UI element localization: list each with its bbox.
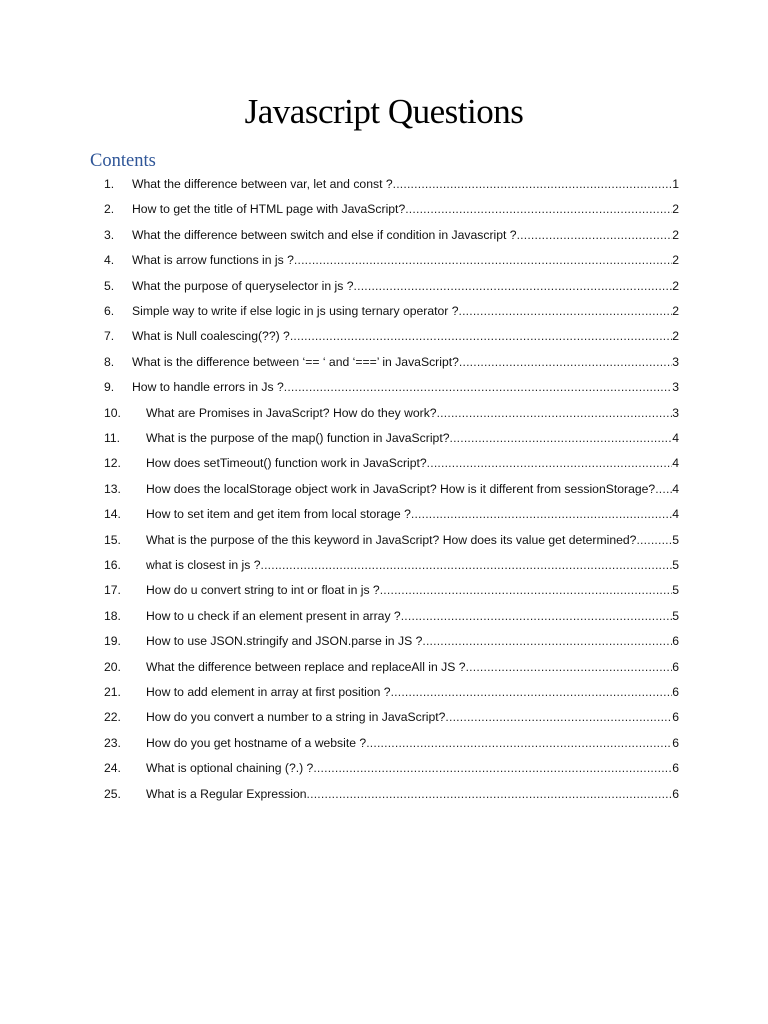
toc-entry-text[interactable]: How do you get hostname of a website ? — [146, 735, 367, 750]
toc-entry-line — [132, 198, 679, 220]
toc-entry-number: 11. — [104, 431, 121, 445]
toc-entry-number: 24. — [104, 761, 121, 776]
toc-entry-text[interactable]: How to get the title of HTML page with JavaScript? — [132, 202, 406, 217]
toc-entry-text[interactable]: What the purpose of queryselector in js ? — [132, 278, 354, 293]
toc-entry-text[interactable]: what is closest in js ? — [146, 558, 261, 572]
toc-entry-page-number: 6 — [672, 634, 679, 649]
toc-entry-line — [146, 783, 679, 805]
toc-entry-number: 13. — [104, 481, 121, 496]
toc-entry-page-number: 3 — [672, 354, 679, 369]
toc-entry-page-number: 6 — [672, 659, 679, 674]
toc-entry-line — [132, 351, 679, 373]
toc-entry-text[interactable]: What is the purpose of the this keyword in JavaScript? How does its value get determined? — [146, 532, 637, 547]
toc-entry-number: 14. — [104, 507, 121, 522]
toc-entry-page-number: 1 — [672, 177, 679, 191]
toc-dot-leader — [445, 706, 672, 728]
toc-entry-page-number: 4 — [672, 481, 679, 496]
toc-entry-number: 25. — [104, 786, 121, 801]
toc-entry[interactable] — [0, 376, 768, 398]
toc-entry[interactable] — [0, 605, 768, 627]
toc-dot-leader — [459, 351, 672, 373]
toc-entry-number: 9. — [104, 380, 115, 395]
toc-entry-line — [146, 706, 679, 728]
toc-entry-text[interactable]: How to handle errors in Js ? — [132, 380, 284, 395]
toc-entry-page-number: 2 — [672, 253, 679, 268]
toc-entry-number: 6. — [104, 304, 115, 318]
toc-dot-leader — [437, 402, 673, 424]
toc-entry-number: 5. — [104, 278, 115, 293]
toc-entry-number: 21. — [104, 685, 121, 699]
toc-entry-text[interactable]: What is the purpose of the map() function in JavaScript? — [146, 431, 450, 445]
toc-entry-number: 15. — [104, 532, 121, 547]
toc-dot-leader — [366, 732, 672, 754]
toc-entry[interactable] — [0, 579, 768, 601]
toc-entry-text[interactable]: What are Promises in JavaScript? How do they work? — [146, 405, 437, 420]
toc-entry-line — [146, 402, 679, 424]
toc-entry-page-number: 2 — [672, 304, 679, 318]
toc-dot-leader — [405, 198, 672, 220]
toc-dot-leader — [307, 783, 673, 805]
toc-entry-text[interactable]: How to set item and get item from local storage ? — [146, 507, 411, 522]
toc-entry-line — [146, 630, 679, 652]
toc-entry-page-number: 6 — [672, 685, 679, 699]
toc-dot-leader — [655, 478, 672, 500]
toc-entry-text[interactable]: What is Null coalescing(??) ? — [132, 329, 290, 344]
toc-entry-page-number: 2 — [672, 227, 679, 242]
toc-entry[interactable] — [0, 554, 768, 576]
toc-entry-line — [146, 427, 679, 449]
toc-entry[interactable] — [0, 224, 768, 246]
toc-entry[interactable] — [0, 275, 768, 297]
toc-entry-number: 22. — [104, 710, 121, 725]
toc-entry-line — [132, 300, 679, 322]
toc-entry-text[interactable]: Simple way to write if else logic in js using ternary operator ? — [132, 304, 459, 318]
toc-dot-leader — [294, 249, 672, 271]
toc-entry[interactable] — [0, 173, 768, 195]
toc-entry-text[interactable]: What is optional chaining (?.) ? — [146, 761, 314, 776]
toc-entry-number: 23. — [104, 735, 121, 750]
toc-entry-text[interactable]: What is a Regular Expression — [146, 786, 307, 801]
toc-entry-text[interactable]: What the difference between replace and replaceAll in JS ? — [146, 659, 466, 674]
toc-entry-number: 20. — [104, 659, 121, 674]
toc-entry-line — [146, 529, 679, 551]
toc-entry-line — [146, 605, 679, 627]
toc-entry[interactable] — [0, 706, 768, 728]
toc-dot-leader — [393, 173, 673, 195]
toc-entry-line — [132, 224, 679, 246]
toc-dot-leader — [354, 275, 673, 297]
toc-entry-line — [146, 452, 679, 474]
toc-entry-line — [146, 757, 679, 779]
toc-dot-leader — [380, 579, 673, 601]
toc-entry[interactable] — [0, 478, 768, 500]
toc-entry-page-number: 3 — [672, 380, 679, 395]
toc-entry[interactable] — [0, 427, 768, 449]
toc-dot-leader — [313, 757, 672, 779]
toc-entry-page-number: 6 — [672, 761, 679, 776]
toc-dot-leader — [450, 427, 673, 449]
toc-entry[interactable] — [0, 783, 768, 805]
toc-entry-line — [132, 249, 679, 271]
toc-entry[interactable] — [0, 249, 768, 271]
toc-entry-page-number: 4 — [672, 456, 679, 471]
toc-entry-line — [146, 656, 679, 678]
toc-entry-number: 16. — [104, 558, 121, 572]
toc-entry[interactable] — [0, 681, 768, 703]
toc-entry-number: 8. — [104, 354, 115, 369]
toc-entry-text[interactable]: What is the difference between ‘== ‘ and ‘===’ in JavaScript? — [132, 354, 459, 369]
toc-dot-leader — [411, 503, 672, 525]
toc-entry[interactable] — [0, 325, 768, 347]
toc-entry-text[interactable]: How does setTimeout() function work in JavaScript? — [146, 456, 427, 471]
toc-dot-leader — [427, 452, 673, 474]
toc-entry-line — [132, 376, 679, 398]
toc-entry-number: 2. — [104, 202, 115, 217]
toc-entry[interactable] — [0, 452, 768, 474]
toc-entry-line — [132, 325, 679, 347]
toc-entry[interactable] — [0, 732, 768, 754]
toc-entry-number: 7. — [104, 329, 115, 344]
toc-entry[interactable] — [0, 503, 768, 525]
toc-dot-leader — [260, 554, 672, 576]
toc-dot-leader — [391, 681, 673, 703]
toc-dot-leader — [284, 376, 672, 398]
toc-entry-number: 3. — [104, 227, 115, 242]
toc-entry[interactable] — [0, 198, 768, 220]
toc-dot-leader — [401, 605, 673, 627]
toc-entry-number: 18. — [104, 608, 121, 623]
toc-dot-leader — [636, 529, 672, 551]
toc-entry-number: 1. — [104, 177, 115, 191]
toc-dot-leader — [290, 325, 672, 347]
toc-entry-page-number: 5 — [672, 583, 679, 598]
toc-entry-line — [146, 503, 679, 525]
toc-entry-page-number: 6 — [672, 735, 679, 750]
toc-entry-line — [146, 579, 679, 601]
toc-entry-page-number: 6 — [672, 786, 679, 801]
toc-entry-page-number: 6 — [672, 710, 679, 725]
toc-entry-line — [146, 681, 679, 703]
toc-entry-page-number: 5 — [672, 608, 679, 623]
toc-entry-page-number: 4 — [672, 431, 679, 445]
toc-entry[interactable] — [0, 630, 768, 652]
toc-dot-leader — [459, 300, 673, 322]
toc-entry-line — [146, 732, 679, 754]
toc-entry-line — [146, 478, 679, 500]
toc-entry-line — [132, 173, 679, 195]
toc-entry[interactable] — [0, 402, 768, 424]
toc-entry-page-number: 5 — [672, 558, 679, 572]
toc-entry[interactable] — [0, 351, 768, 373]
toc-entry-line — [146, 554, 679, 576]
toc-entry-number: 10. — [104, 405, 121, 420]
toc-entry-page-number: 4 — [672, 507, 679, 522]
toc-entry-page-number: 2 — [672, 278, 679, 293]
toc-entry-page-number: 2 — [672, 202, 679, 217]
toc-entry[interactable] — [0, 529, 768, 551]
toc-entry-text[interactable]: How do u convert string to int or float in js ? — [146, 583, 380, 598]
toc-entry-text[interactable]: How to u check if an element present in array ? — [146, 608, 401, 623]
contents-heading: Contents — [90, 151, 156, 171]
document-title: Javascript Questions — [244, 92, 524, 131]
toc-dot-leader — [466, 656, 673, 678]
toc-entry-number: 17. — [104, 583, 121, 598]
toc-entry-page-number: 5 — [672, 532, 679, 547]
toc-entry-number: 4. — [104, 253, 115, 268]
toc-entry-text[interactable]: What the difference between switch and else if condition in Javascript ? — [132, 227, 517, 242]
toc-entry-text[interactable]: How to use JSON.stringify and JSON.parse in JS ? — [146, 634, 423, 649]
toc-entry[interactable] — [0, 656, 768, 678]
toc-entry-page-number: 2 — [672, 329, 679, 344]
toc-entry-text[interactable]: How to add element in array at first position ? — [146, 685, 391, 699]
toc-entry-line — [132, 275, 679, 297]
toc-entry-text[interactable]: What the difference between var, let and const ? — [132, 177, 393, 191]
toc-entry-text[interactable]: How does the localStorage object work in JavaScript? How is it different from sessionStorage? — [146, 481, 656, 496]
toc-entry[interactable] — [0, 757, 768, 779]
toc-dot-leader — [517, 224, 673, 246]
toc-dot-leader — [422, 630, 672, 652]
toc-entry[interactable] — [0, 300, 768, 322]
toc-entry-text[interactable]: What is arrow functions in js ? — [132, 253, 294, 268]
toc-entry-text[interactable]: How do you convert a number to a string in JavaScript? — [146, 710, 446, 725]
toc-entry-number: 12. — [104, 456, 121, 471]
toc-entry-number: 19. — [104, 634, 121, 649]
toc-entry-page-number: 3 — [672, 405, 679, 420]
